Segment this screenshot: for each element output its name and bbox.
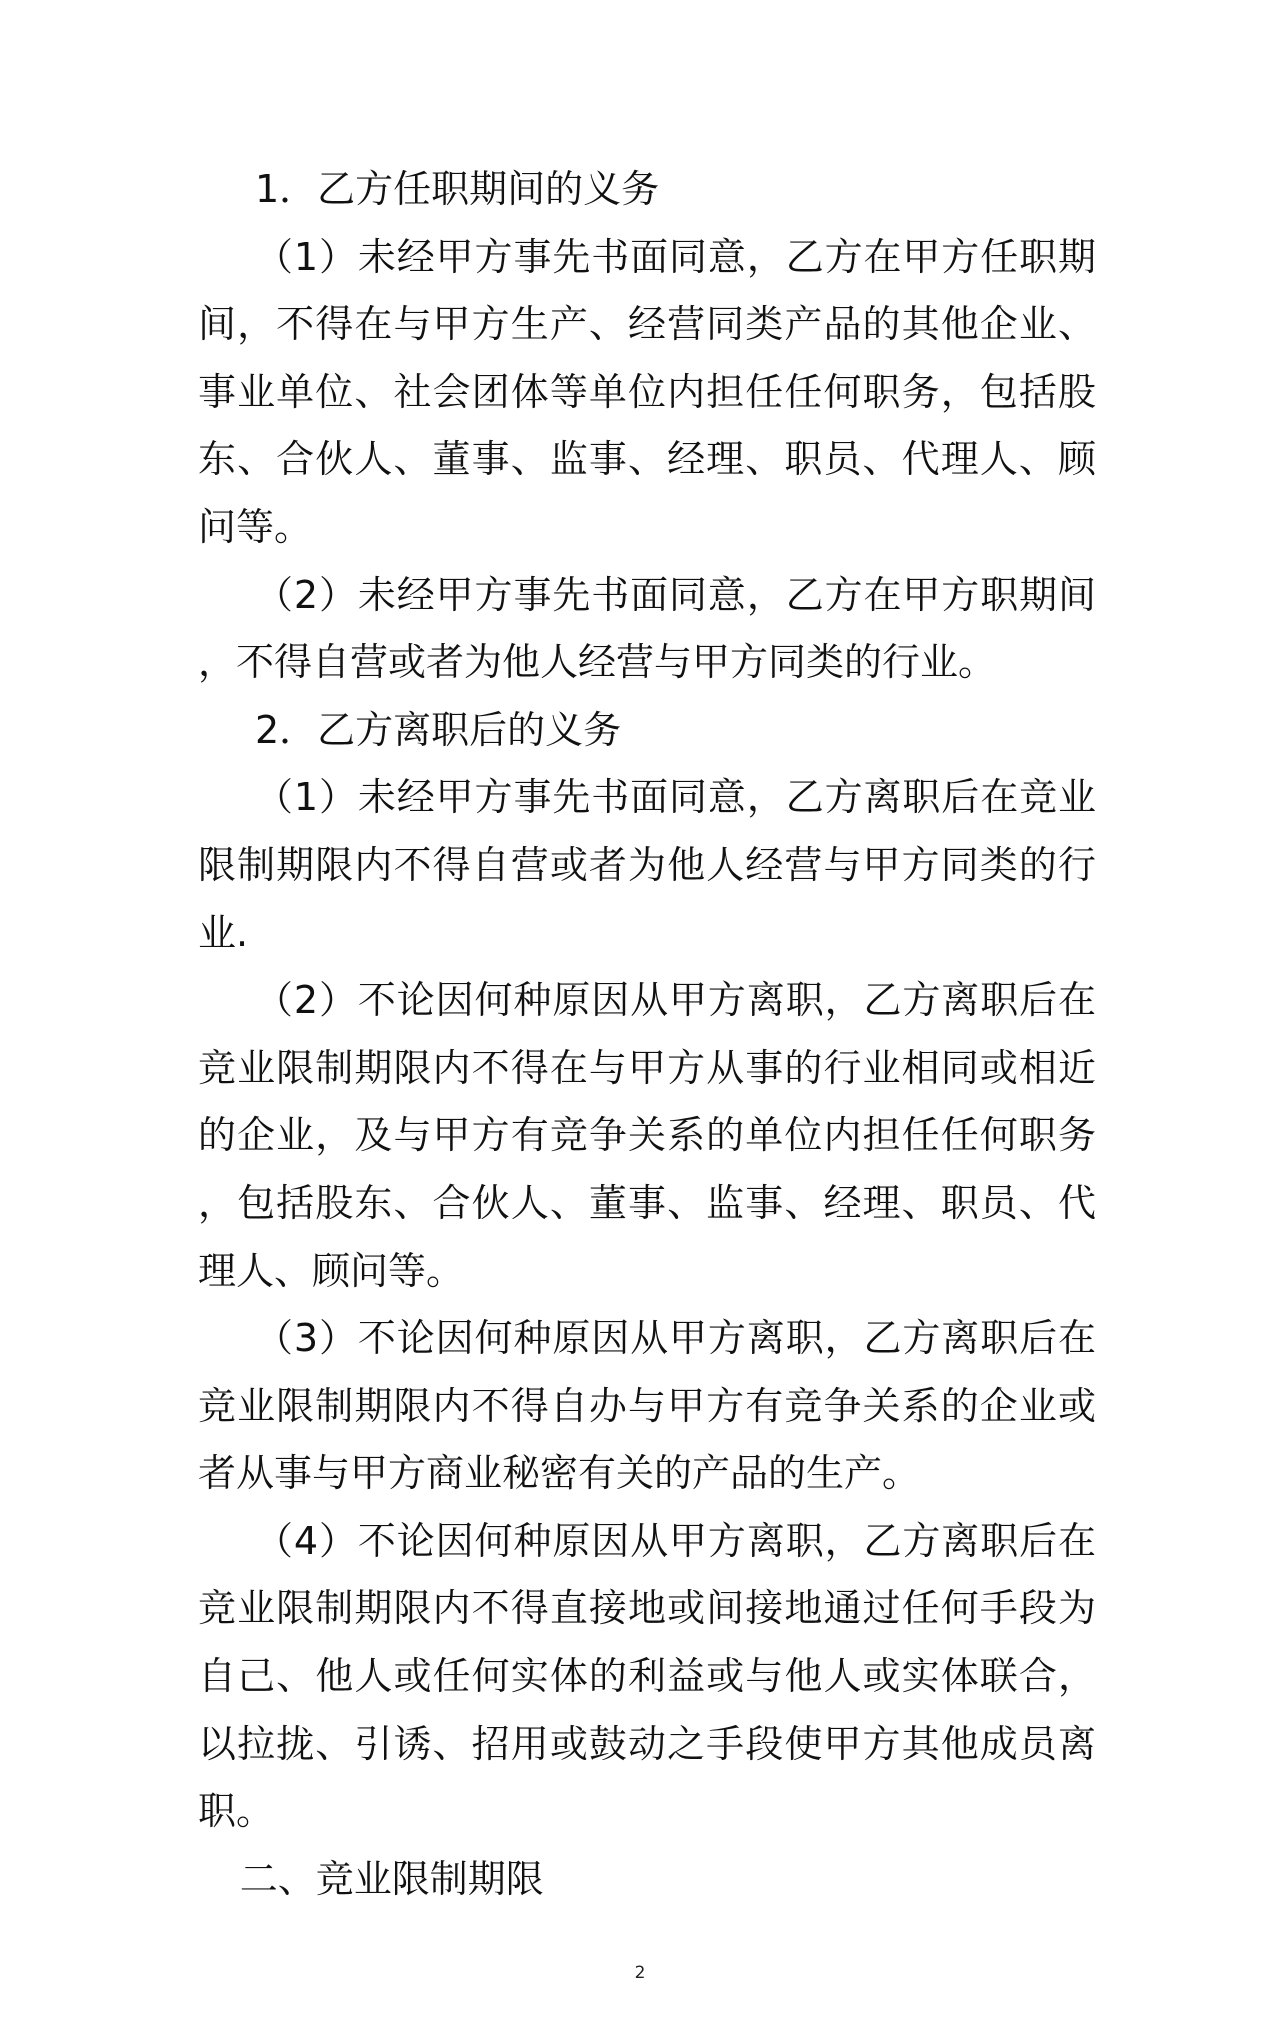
- clause-paragraph: （3）不论因何种原因从甲方离职，乙方离职后在竞业限制期限内不得自办与甲方有竞争关系的企业或者从事与甲方商业秘密有关的产品的生产。: [198, 1316, 1096, 1496]
- subheading-duties-during-employment: 1．乙方任职期间的义务: [255, 167, 660, 211]
- clause-paragraph: （1）未经甲方事先书面同意，乙方离职后在竞业限制期限内不得自营或者为他人经营与甲方同类的行业.: [198, 775, 1096, 955]
- subheading-duties-after-resignation: 2．乙方离职后的义务: [255, 707, 622, 752]
- clause-paragraph: （4）不论因何种原因从甲方离职，乙方离职后在竞业限制期限内不得直接地或间接地通过任何手段为自己、他人或任何实体的利益或与他人或实体联合，以拉拢、引诱、招用或鼓动之手段使甲方其他成员离职。: [198, 1518, 1096, 1834]
- page-number: 2: [634, 1963, 646, 1984]
- clause-paragraph: （2）未经甲方事先书面同意，乙方在甲方职期间，不得自营或者为他人经营与甲方同类的行业。: [198, 572, 1096, 685]
- clause-paragraph: （1）未经甲方事先书面同意，乙方在甲方任职期间，不得在与甲方生产、经营同类产品的其他企业、事业单位、社会团体等单位内担任任何职务，包括股东、合伙人、董事、监事、经理、职员、代理人、顾问等。: [198, 234, 1096, 549]
- section-heading-noncompete-period: 二、竞业限制期限: [239, 1856, 544, 1901]
- document-body: [198, 0, 1096, 1913]
- clause-paragraph: （2）不论因何种原因从甲方离职，乙方离职后在竞业限制期限内不得在与甲方从事的行业相同或相近的企业，及与甲方有竞争关系的单位内担任任何职务，包括股东、合伙人、董事、监事、经理、职员、代理人、顾问等。: [198, 978, 1096, 1293]
